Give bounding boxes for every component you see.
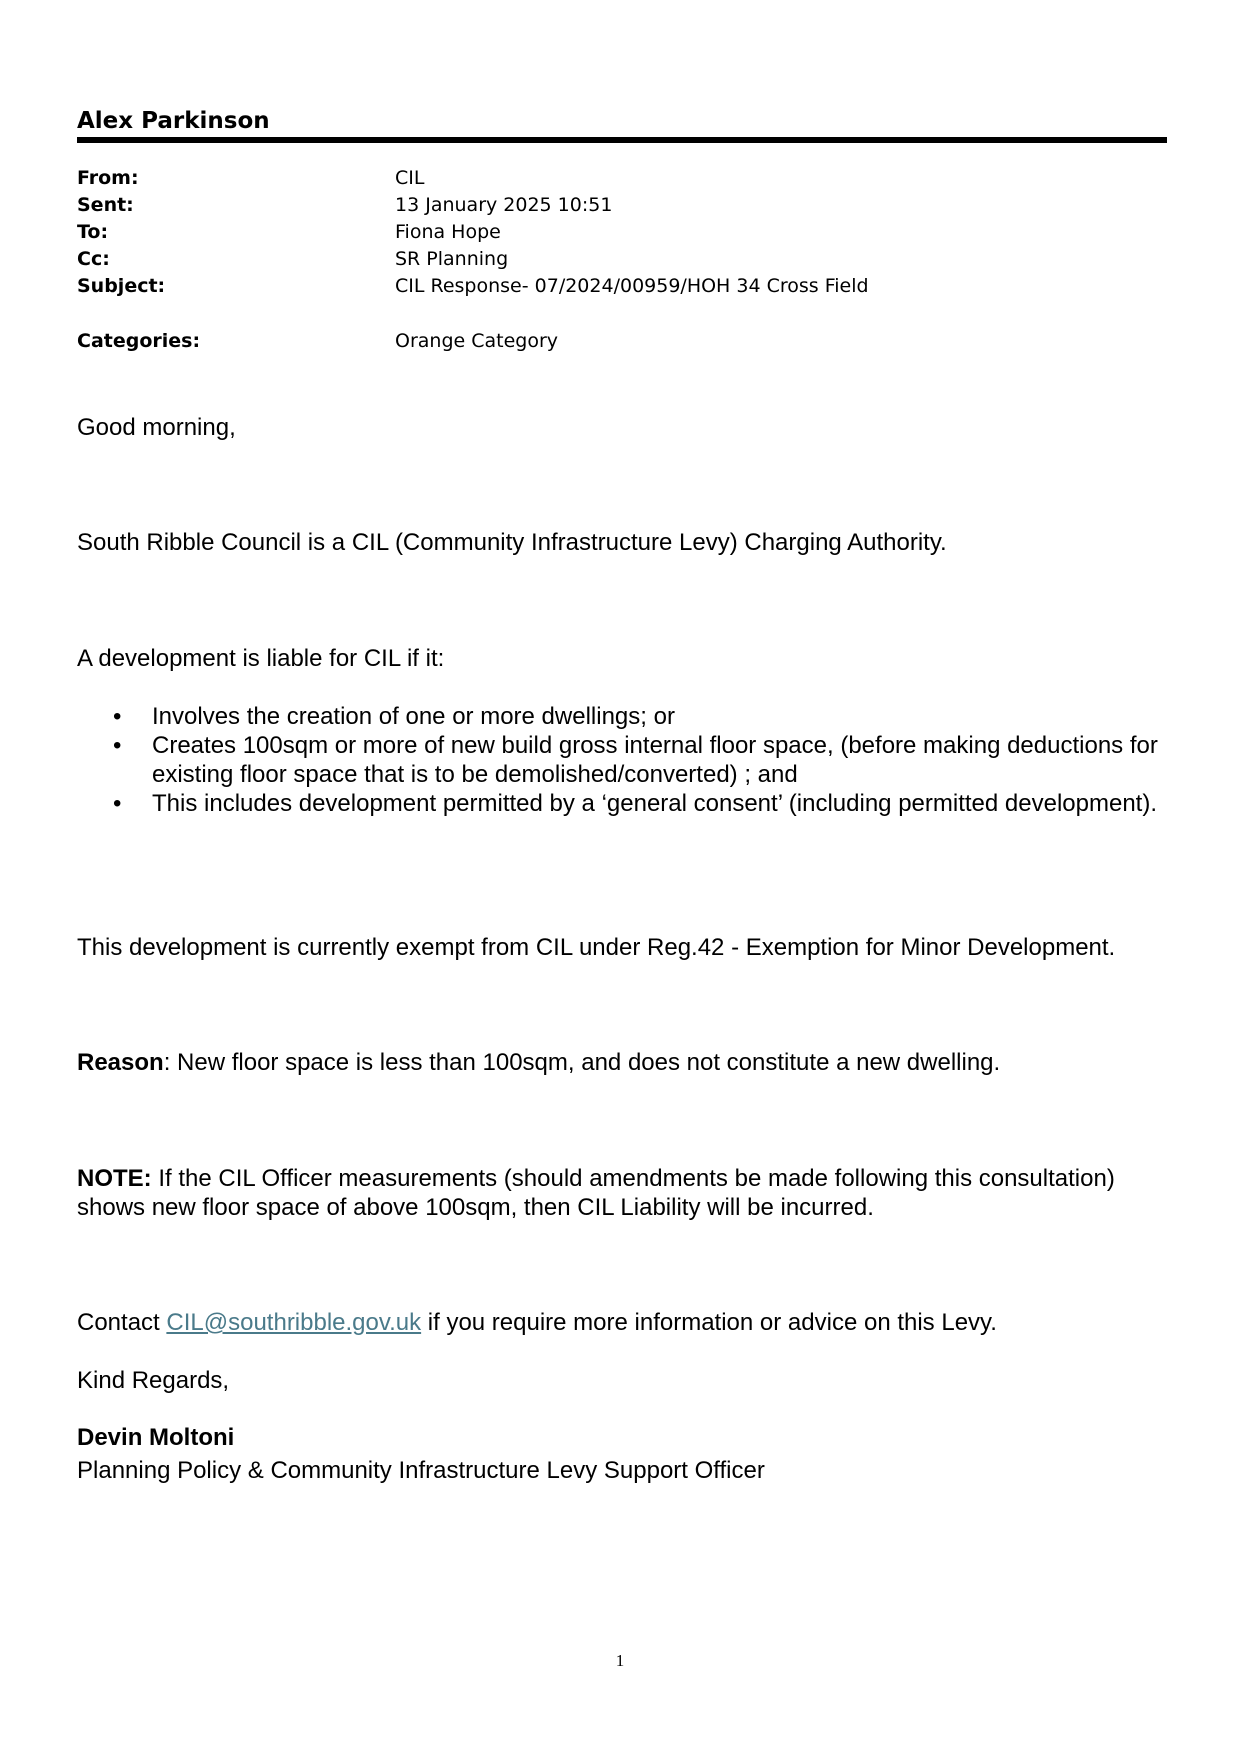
reason-paragraph xyxy=(77,1048,1177,1077)
meta-categories xyxy=(77,328,869,355)
contact-email-link[interactable]: CIL@southribble.gov.uk xyxy=(166,1309,422,1336)
email-metadata xyxy=(77,165,869,355)
meta-from-value: CIL xyxy=(395,167,425,189)
meta-from xyxy=(77,165,869,192)
meta-categories-value: Orange Category xyxy=(395,330,559,352)
bullet-text: This includes development permitted by a ‘general consent’ (including permitted development). xyxy=(152,790,1157,817)
list-item xyxy=(77,731,1177,789)
meta-from-label: From: xyxy=(77,167,139,189)
bullet-icon: • xyxy=(113,732,122,759)
meta-to xyxy=(77,219,869,246)
page-number: 1 xyxy=(615,1651,625,1670)
exemption-paragraph: This development is currently exempt from CIL under Reg.42 - Exemption for Minor Development. xyxy=(77,934,1116,961)
signer-name: Devin Moltoni xyxy=(77,1424,235,1451)
document-header-name: Alex Parkinson xyxy=(77,108,270,134)
bullet-text: Creates 100sqm or more of new build gross internal floor space, (before making deductions for existing floor space that is to be demolished/converted) ; and xyxy=(152,732,1158,788)
bullet-icon: • xyxy=(113,703,122,730)
meta-categories-label: Categories: xyxy=(77,330,201,352)
meta-sent xyxy=(77,192,869,219)
bullet-icon: • xyxy=(113,790,122,817)
meta-sent-value: 13 January 2025 10:51 xyxy=(395,194,613,216)
contact-suffix: if you require more information or advice on this Levy. xyxy=(421,1309,997,1336)
note-text: If the CIL Officer measurements (should amendments be made following this consultation) shows new floor space of above 100sqm, then CIL Liability will be incurred. xyxy=(77,1165,1115,1221)
meta-cc xyxy=(77,246,869,273)
meta-subject-label: Subject: xyxy=(77,275,166,297)
meta-to-label: To: xyxy=(77,221,109,243)
meta-subject xyxy=(77,273,869,300)
contact-paragraph xyxy=(77,1308,1177,1337)
liability-bullet-list xyxy=(77,702,1177,818)
list-item xyxy=(77,789,1177,818)
bullet-text: Involves the creation of one or more dwellings; or xyxy=(152,703,675,730)
liable-heading: A development is liable for CIL if it: xyxy=(77,645,445,672)
list-item xyxy=(77,702,1177,731)
closing: Kind Regards, xyxy=(77,1367,230,1394)
note-paragraph xyxy=(77,1164,1177,1222)
intro-paragraph: South Ribble Council is a CIL (Community Infrastructure Levy) Charging Authority. xyxy=(77,529,947,556)
greeting: Good morning, xyxy=(77,414,236,441)
meta-to-value: Fiona Hope xyxy=(395,221,501,243)
contact-prefix: Contact xyxy=(77,1309,167,1336)
reason-label: Reason xyxy=(77,1049,164,1076)
reason-text: : New floor space is less than 100sqm, and does not constitute a new dwelling. xyxy=(163,1049,1001,1076)
header-rule xyxy=(77,137,1167,143)
meta-cc-label: Cc: xyxy=(77,248,110,270)
meta-sent-label: Sent: xyxy=(77,194,134,216)
note-label: NOTE: xyxy=(77,1165,152,1192)
meta-subject-value: CIL Response- 07/2024/00959/HOH 34 Cross Field xyxy=(395,275,869,297)
meta-cc-value: SR Planning xyxy=(395,248,509,270)
signer-title: Planning Policy & Community Infrastructure Levy Support Officer xyxy=(77,1457,765,1484)
